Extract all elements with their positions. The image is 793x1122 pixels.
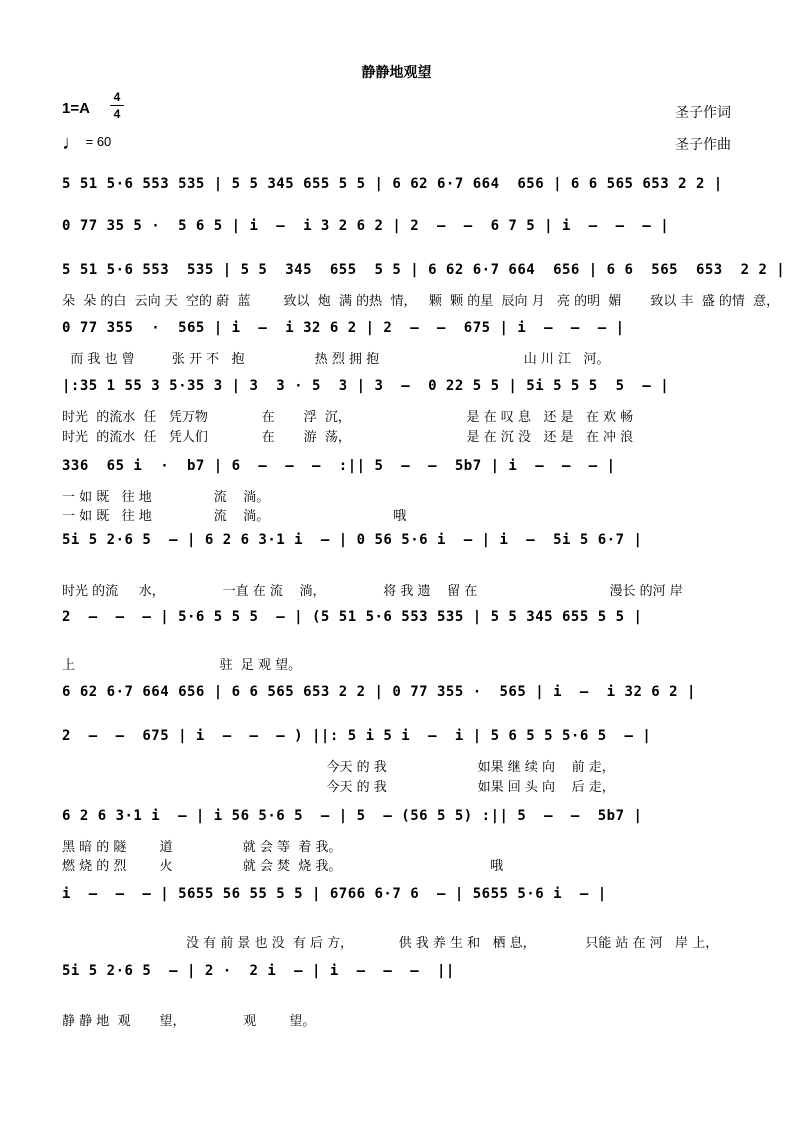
lyric-line: 而 我 也 曾 张 开 不 抱 热 烈 拥 抱 山 川 江 河。 xyxy=(62,352,610,367)
lyric-line: 黑 暗 的 隧 道 就 会 等 着 我。 xyxy=(62,840,342,855)
tempo-marking xyxy=(62,132,111,155)
staff-notes: 2 – – 675 | i – – – ) ||: 5 i 5 i – i | 5 6 5 5 5·6 5 – | xyxy=(62,728,652,744)
staff-notes: 5 51 5·6 553 535 | 5 5 345 655 5 5 | 6 62 6·7 664 656 | 6 6 565 653 2 2 | xyxy=(62,262,786,278)
time-signature xyxy=(110,90,124,121)
time-signature-top: 4 xyxy=(113,90,121,104)
staff-row xyxy=(62,372,732,408)
staff-notes: 5i 5 2·6 5 – | 2 · 2 i – | i – – – || xyxy=(62,963,455,979)
staff-row xyxy=(62,212,732,248)
staff-row xyxy=(62,452,732,488)
time-signature-divider xyxy=(110,105,124,106)
staff-notes: 2 – – – | 5·6 5 5 5 – | (5 51 5·6 553 535 | 5 5 345 655 5 5 | xyxy=(62,609,643,625)
staff-notes: 336 65 i · b7 | 6 – – – :|| 5 – – 5b7 | i – – – | xyxy=(62,458,616,474)
staff-row xyxy=(62,957,732,993)
staff-notes: i – – – | 5655 56 55 5 5 | 6766 6·7 6 – | 5655 5·6 i – | xyxy=(62,886,607,902)
staff-notes: 5i 5 2·6 5 – | 6 2 6 3·1 i – | 0 56 5·6 i – | i – 5i 5 6·7 | xyxy=(62,532,643,548)
staff-notes: |:35 1 55 3 5·35 3 | 3 3 · 5 3 | 3 – 0 22 5 5 | 5i 5 5 5 5 – | xyxy=(62,378,670,394)
staff-row xyxy=(62,802,732,838)
staff-row xyxy=(62,880,732,916)
lyric-line: 时光 的流 水， 一直 在 流 淌， 将 我 遗 留 在 漫长 的河 岸 xyxy=(62,584,683,599)
score-title: 静静地观望 xyxy=(361,65,432,81)
tempo-value: = 60 xyxy=(85,134,112,149)
staff-row xyxy=(62,170,732,206)
lyric-line: 时光 的流水 任 凭万物 在 浮 沉， 是 在 叹 息 还 是 在 欢 畅 xyxy=(62,410,634,425)
lyric-line: 燃 烧 的 烈 火 就 会 焚 烧 我。 哦 xyxy=(62,859,504,874)
lyric-line: 上 驻 足 观 望。 xyxy=(62,658,302,673)
time-signature-bottom: 4 xyxy=(113,107,121,121)
lyricist-credit: 圣子作词 xyxy=(675,105,731,121)
lyric-line: 没 有 前 景 也 没 有 后 方， 供 我 养 生 和 栖 息， 只能 站 在 河 岸 上， xyxy=(62,936,719,951)
lyric-line: 一 如 既 往 地 流 淌。 xyxy=(62,490,270,505)
staff-row xyxy=(62,526,732,562)
staff-notes: 5 51 5·6 553 535 | 5 5 345 655 5 5 | 6 62 6·7 664 656 | 6 6 565 653 2 2 | xyxy=(62,176,723,192)
staff-notes: 6 62 6·7 664 656 | 6 6 565 653 2 2 | 0 77 355 · 565 | i – i 32 6 2 | xyxy=(62,684,696,700)
staff-row xyxy=(62,256,786,292)
lyric-line: 朵 朵 的白 云向 天 空的 蔚 蓝 致以 炮 满 的热 情， 颗 颗 的星 辰向 月 亮 的明 媚 致以 丰 盛 的情 意， xyxy=(62,294,780,309)
composer-credit: 圣子作曲 xyxy=(675,137,731,153)
staff-row xyxy=(62,603,732,639)
lyric-line: 静 静 地 观 望， 观 望。 xyxy=(62,1014,316,1029)
staff-row xyxy=(62,314,732,350)
staff-row xyxy=(62,678,732,714)
quarter-note-icon: ♩ xyxy=(62,132,82,154)
staff-notes: 0 77 355 · 565 | i – i 32 6 2 | 2 – – 675 | i – – – | xyxy=(62,320,625,336)
key-signature: 1=A xyxy=(62,100,90,117)
lyric-line: 一 如 既 往 地 流 淌。 哦 xyxy=(62,509,407,524)
staff-row xyxy=(62,722,732,758)
lyric-line: 今天 的 我 如果 回 头 向 后 走， xyxy=(62,780,615,795)
staff-notes: 0 77 35 5 · 5 6 5 | i – i 3 2 6 2 | 2 – – 6 7 5 | i – – – | xyxy=(62,218,670,234)
staff-notes: 6 2 6 3·1 i – | i 56 5·6 5 – | 5 – (56 5 5) :|| 5 – – 5b7 | xyxy=(62,808,643,824)
lyric-line: 时光 的流水 任 凭人们 在 游 荡， 是 在 沉 没 还 是 在 冲 浪 xyxy=(62,430,634,445)
lyric-line: 今天 的 我 如果 继 续 向 前 走， xyxy=(62,760,615,775)
